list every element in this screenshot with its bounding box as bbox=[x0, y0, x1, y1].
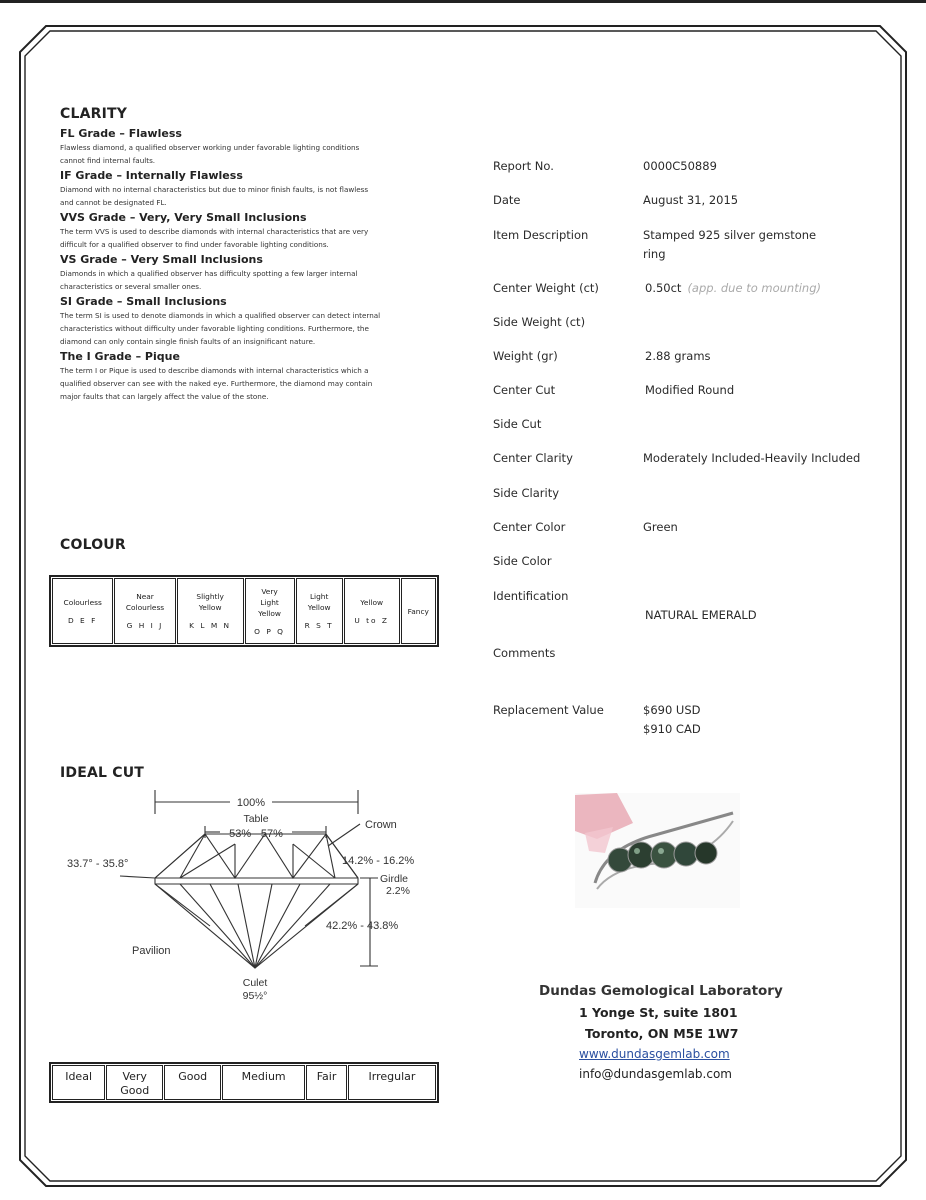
clarity-grade-description: The term SI is used to denote diamonds in which a qualified observer can detect internal bbox=[60, 311, 381, 320]
cut-grade-cell bbox=[106, 1065, 163, 1100]
cut-grade-cell bbox=[164, 1065, 221, 1100]
colour-scale-table bbox=[49, 575, 439, 647]
colour-grade-letters: K L M N bbox=[189, 621, 232, 630]
clarity-grade-description: diamond can only contain single finish faults of an insignificant nature. bbox=[60, 337, 316, 346]
colour-grade-cell bbox=[296, 578, 343, 644]
colour-grade-name: Yellow bbox=[360, 597, 384, 607]
report-field-value-text: Modified Round bbox=[645, 383, 735, 397]
report-field-label: Center Weight (ct) bbox=[493, 281, 599, 295]
clarity-grade-description: and cannot be designated FL. bbox=[60, 198, 167, 207]
colour-grade-name: Light bbox=[309, 592, 329, 601]
report-field-label: Side Weight (ct) bbox=[493, 315, 586, 329]
colour-grade-name: Colourless bbox=[63, 597, 102, 607]
clarity-grade bbox=[60, 169, 430, 209]
clarity-section bbox=[60, 106, 430, 405]
clarity-grade bbox=[60, 350, 430, 403]
report-field-label: Report No. bbox=[493, 159, 554, 173]
report-field-label: Identification bbox=[493, 589, 569, 603]
clarity-grade-list bbox=[60, 127, 430, 403]
cut-grade-label: Good bbox=[120, 1084, 150, 1097]
colour-grade-name: Very bbox=[261, 586, 278, 596]
clarity-grade-description: characteristics or several smaller ones. bbox=[60, 282, 202, 291]
report-field-value-line2: ring bbox=[643, 247, 666, 261]
ideal-cut-heading: IDEAL CUT bbox=[60, 765, 145, 781]
girdle-value: 2.2% bbox=[386, 885, 410, 897]
colour-grade-letters: O P Q bbox=[254, 626, 285, 636]
lab-address-line1: 1 Yonge St, suite 1801 bbox=[579, 1005, 738, 1020]
report-field-value bbox=[645, 606, 757, 625]
cut-grade-label: Ideal bbox=[65, 1070, 92, 1083]
clarity-heading: CLARITY bbox=[60, 106, 128, 122]
clarity-grade-description: The term I or Pique is used to describe diamonds with internal characteristics which a bbox=[60, 366, 369, 375]
report-field-value bbox=[643, 157, 717, 176]
report-field-value-text: Green bbox=[643, 520, 678, 534]
report-field-note: (app. due to mounting) bbox=[687, 281, 821, 295]
report-field-label: Center Cut bbox=[493, 383, 556, 397]
cut-grade-label: Good bbox=[178, 1070, 208, 1083]
clarity-grade-description: Diamond with no internal characteristics but due to minor finish faults, is not flawless bbox=[60, 185, 369, 194]
culet-label: Culet bbox=[242, 977, 268, 989]
report-field-label: Side Clarity bbox=[493, 486, 560, 500]
report-field-value bbox=[643, 449, 860, 468]
report-field-label: Replacement Value bbox=[493, 703, 604, 717]
width-label: 100% bbox=[236, 797, 266, 809]
cut-grade-scale bbox=[49, 1062, 439, 1103]
report-field-value bbox=[643, 701, 701, 739]
colour-grade-name: Slightly bbox=[196, 592, 224, 601]
clarity-grade bbox=[60, 253, 430, 293]
culet-value: 95½° bbox=[242, 990, 268, 1002]
colour-grade-cell bbox=[52, 578, 113, 644]
colour-grade-name: Yellow bbox=[307, 603, 331, 612]
report-field-label: Side Color bbox=[493, 554, 552, 568]
crown-height: 14.2% - 16.2% bbox=[342, 855, 415, 867]
report-field-value-text: 0000C50889 bbox=[643, 159, 717, 173]
crown-label: Crown bbox=[365, 819, 397, 831]
report-field-label: Center Clarity bbox=[493, 451, 573, 465]
pavilion-label: Pavilion bbox=[132, 945, 171, 957]
colour-grade-letters: D E F bbox=[68, 615, 98, 625]
report-field-value-text: 2.88 grams bbox=[645, 349, 711, 363]
colour-grade-letters: G H I J bbox=[126, 621, 164, 630]
clarity-grade-title: VS Grade – Very Small Inclusions bbox=[60, 253, 263, 266]
report-field-label: Center Color bbox=[493, 520, 566, 534]
pavilion-depth: 42.2% - 43.8% bbox=[326, 920, 399, 932]
clarity-grade-title: FL Grade – Flawless bbox=[60, 127, 182, 140]
report-field-value-text: 0.50ct bbox=[645, 281, 682, 295]
colour-grade-name: Colourless bbox=[125, 603, 165, 612]
clarity-grade-description: Diamonds in which a qualified observer has difficulty spotting a few larger internal bbox=[60, 269, 358, 278]
cut-grade-label: Fair bbox=[316, 1070, 337, 1083]
report-field-value bbox=[645, 381, 734, 400]
crown-angle: 33.7° - 35.8° bbox=[67, 858, 129, 870]
colour-grade-cell bbox=[177, 578, 244, 644]
report-field-label: Weight (gr) bbox=[493, 349, 558, 363]
clarity-grade-description: major faults that can largely affect the value of the stone. bbox=[60, 392, 269, 401]
cut-grade-cell bbox=[52, 1065, 105, 1100]
lab-email[interactable]: info@dundasgemlab.com bbox=[579, 1067, 732, 1081]
colour-grade-name: Fancy bbox=[407, 606, 429, 616]
clarity-grade-description: characteristics without difficulty under favorable lighting conditions. Furthermore, the bbox=[60, 324, 369, 333]
girdle-label: Girdle bbox=[380, 873, 409, 885]
clarity-grade-description: The term VVS is used to describe diamonds with internal characteristics that are very bbox=[60, 227, 369, 236]
colour-grade-letters: U to Z bbox=[354, 615, 389, 625]
lab-name: Dundas Gemological Laboratory bbox=[539, 983, 783, 999]
colour-grade-letters: R S T bbox=[304, 621, 334, 630]
report-field-value bbox=[643, 191, 738, 210]
clarity-grade-title: The I Grade – Pique bbox=[60, 350, 180, 363]
colour-grade-cell bbox=[245, 578, 295, 644]
table-label: Table bbox=[243, 813, 269, 825]
lab-website-link[interactable]: www.dundasgemlab.com bbox=[579, 1047, 730, 1061]
clarity-grade bbox=[60, 295, 430, 348]
report-field-value-text: August 31, 2015 bbox=[643, 193, 739, 207]
colour-grade-cell bbox=[344, 578, 400, 644]
ideal-cut-diagram bbox=[60, 786, 440, 1006]
table-range: 53% - 57% bbox=[229, 828, 283, 840]
ring-photo bbox=[575, 793, 740, 908]
clarity-grade bbox=[60, 211, 430, 251]
cut-grade-table bbox=[49, 1062, 439, 1103]
clarity-grade bbox=[60, 127, 430, 167]
cut-grade-label: Irregular bbox=[368, 1070, 416, 1083]
report-field-label: Side Cut bbox=[493, 417, 542, 431]
clarity-grade-description: qualified observer can see with the naked eye. Furthermore, the diamond may contain bbox=[60, 379, 373, 388]
clarity-grade-description: cannot find internal faults. bbox=[60, 156, 156, 165]
report-field-label: Date bbox=[493, 193, 521, 207]
cut-grade-cell bbox=[222, 1065, 305, 1100]
clarity-grade-title: SI Grade – Small Inclusions bbox=[60, 295, 227, 308]
colour-grade-name: Yellow bbox=[258, 608, 281, 618]
clarity-grade-title: VVS Grade – Very, Very Small Inclusions bbox=[60, 211, 307, 224]
colour-grade-cell bbox=[401, 578, 436, 644]
report-field-value bbox=[645, 279, 821, 298]
report-field-label: Item Description bbox=[493, 228, 589, 242]
report-field-value-text: Stamped 925 silver gemstone bbox=[643, 228, 817, 242]
colour-grade-name: Near bbox=[136, 592, 154, 601]
report-field-label: Comments bbox=[493, 646, 556, 660]
report-field-value bbox=[645, 347, 711, 366]
report-field-value-text: Moderately Included-Heavily Included bbox=[643, 451, 861, 465]
clarity-grade-title: IF Grade – Internally Flawless bbox=[60, 169, 243, 182]
clarity-grade-description: Flawless diamond, a qualified observer working under favorable lighting conditions bbox=[60, 143, 360, 152]
report-field-value bbox=[643, 226, 816, 264]
colour-grade-name: Light bbox=[260, 597, 279, 607]
colour-grade-cell bbox=[114, 578, 175, 644]
cut-grade-label: Medium bbox=[241, 1070, 286, 1083]
colour-grade-name: Yellow bbox=[198, 603, 222, 612]
clarity-grade-description: difficult for a qualified observer to find under favorable lighting conditions. bbox=[60, 240, 329, 249]
report-field-value-line2: $910 CAD bbox=[643, 722, 701, 736]
report-field-value-text: $690 USD bbox=[643, 703, 701, 717]
lab-address-line2: Toronto, ON M5E 1W7 bbox=[585, 1026, 739, 1041]
cut-grade-label: Very bbox=[122, 1070, 147, 1083]
colour-scale bbox=[49, 575, 439, 647]
report-field-value bbox=[643, 518, 678, 537]
colour-heading: COLOUR bbox=[60, 537, 126, 553]
diamond-outline bbox=[155, 834, 358, 968]
cut-grade-cell bbox=[306, 1065, 347, 1100]
report-field-value-text: NATURAL EMERALD bbox=[645, 608, 757, 622]
cut-grade-cell bbox=[348, 1065, 436, 1100]
